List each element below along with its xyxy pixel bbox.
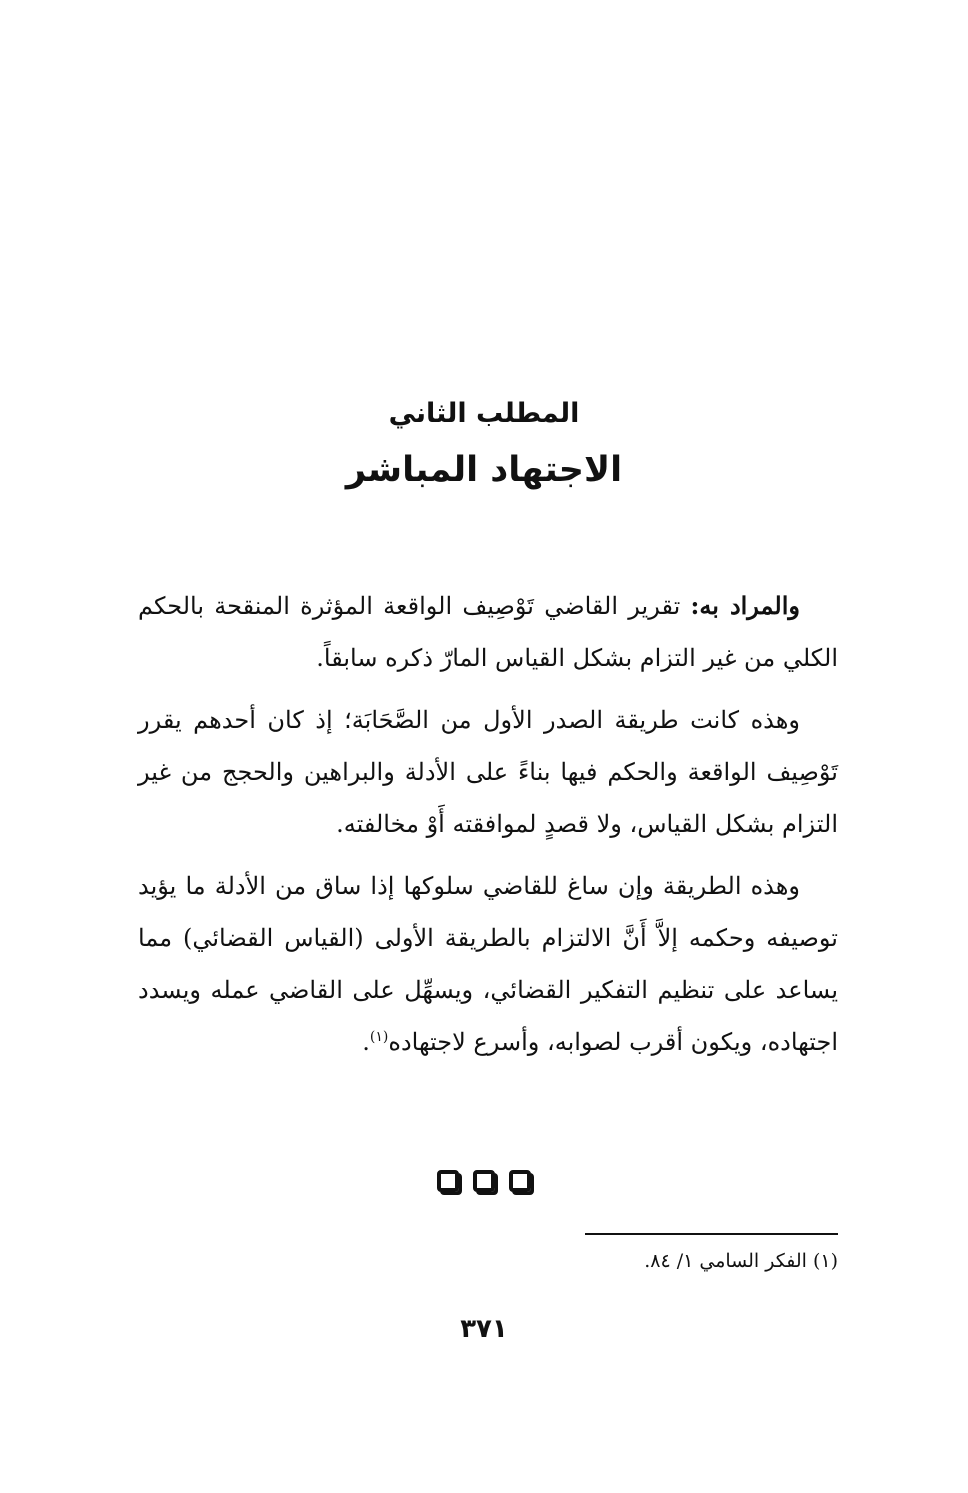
definition-text: تقرير القاضي تَوْصِيف الواقعة المؤثرة المنقحة بالحكم الكلي من غير التزام بشكل القياس المارّ ذكره سابقاً. xyxy=(138,592,838,672)
square-ornament-icon xyxy=(509,1170,531,1192)
method-text: وهذه الطريقة وإن ساغ للقاضي سلوكها إذا ساق من الأدلة ما يؤيد توصيفه وحكمه إلاَّ أَنَّ الالتزام بالطريقة الأولى (القياس القضائي) مما يساعد على تنظيم التفكير القضائي، ويسهِّل على القاضي عمله ويسدد اجتهاده، ويكون أقرب لصوابه، وأسرع لاجتهاده xyxy=(138,872,838,1056)
page-number: ٣٧١ xyxy=(460,1314,508,1344)
companions-text: وهذه كانت طريقة الصدر الأول من الصَّحَابَة؛ إذ كان أحدهم يقرر تَوْصِيف الواقعة والحكم فيها بناءً على الأدلة والبراهين والحجج من غير التزام بشكل القياس، ولا قصدٍ لموافقته أَوْ مخالفته. xyxy=(138,706,838,838)
method-tail: . xyxy=(362,1028,370,1056)
section-heading xyxy=(0,392,968,500)
body-text xyxy=(138,580,838,1078)
definition-lead: والمراد به: xyxy=(690,591,800,620)
footnote-text: الفكر السامي ١/ ٨٤. xyxy=(644,1250,807,1272)
paragraph-companions xyxy=(138,694,838,850)
footnote-reference: (١) xyxy=(369,1029,389,1045)
paragraph-definition xyxy=(138,580,838,684)
footnote-divider xyxy=(585,1233,838,1235)
section-title: الاجتهاد المباشر xyxy=(345,450,623,490)
footnote xyxy=(644,1246,838,1276)
paragraph-method xyxy=(138,860,838,1068)
section-label: المطلب الثاني xyxy=(388,398,580,429)
footnote-marker: (١) xyxy=(812,1250,838,1272)
square-ornament-icon xyxy=(473,1170,495,1192)
section-end-ornament xyxy=(0,1170,968,1192)
square-ornament-icon xyxy=(437,1170,459,1192)
